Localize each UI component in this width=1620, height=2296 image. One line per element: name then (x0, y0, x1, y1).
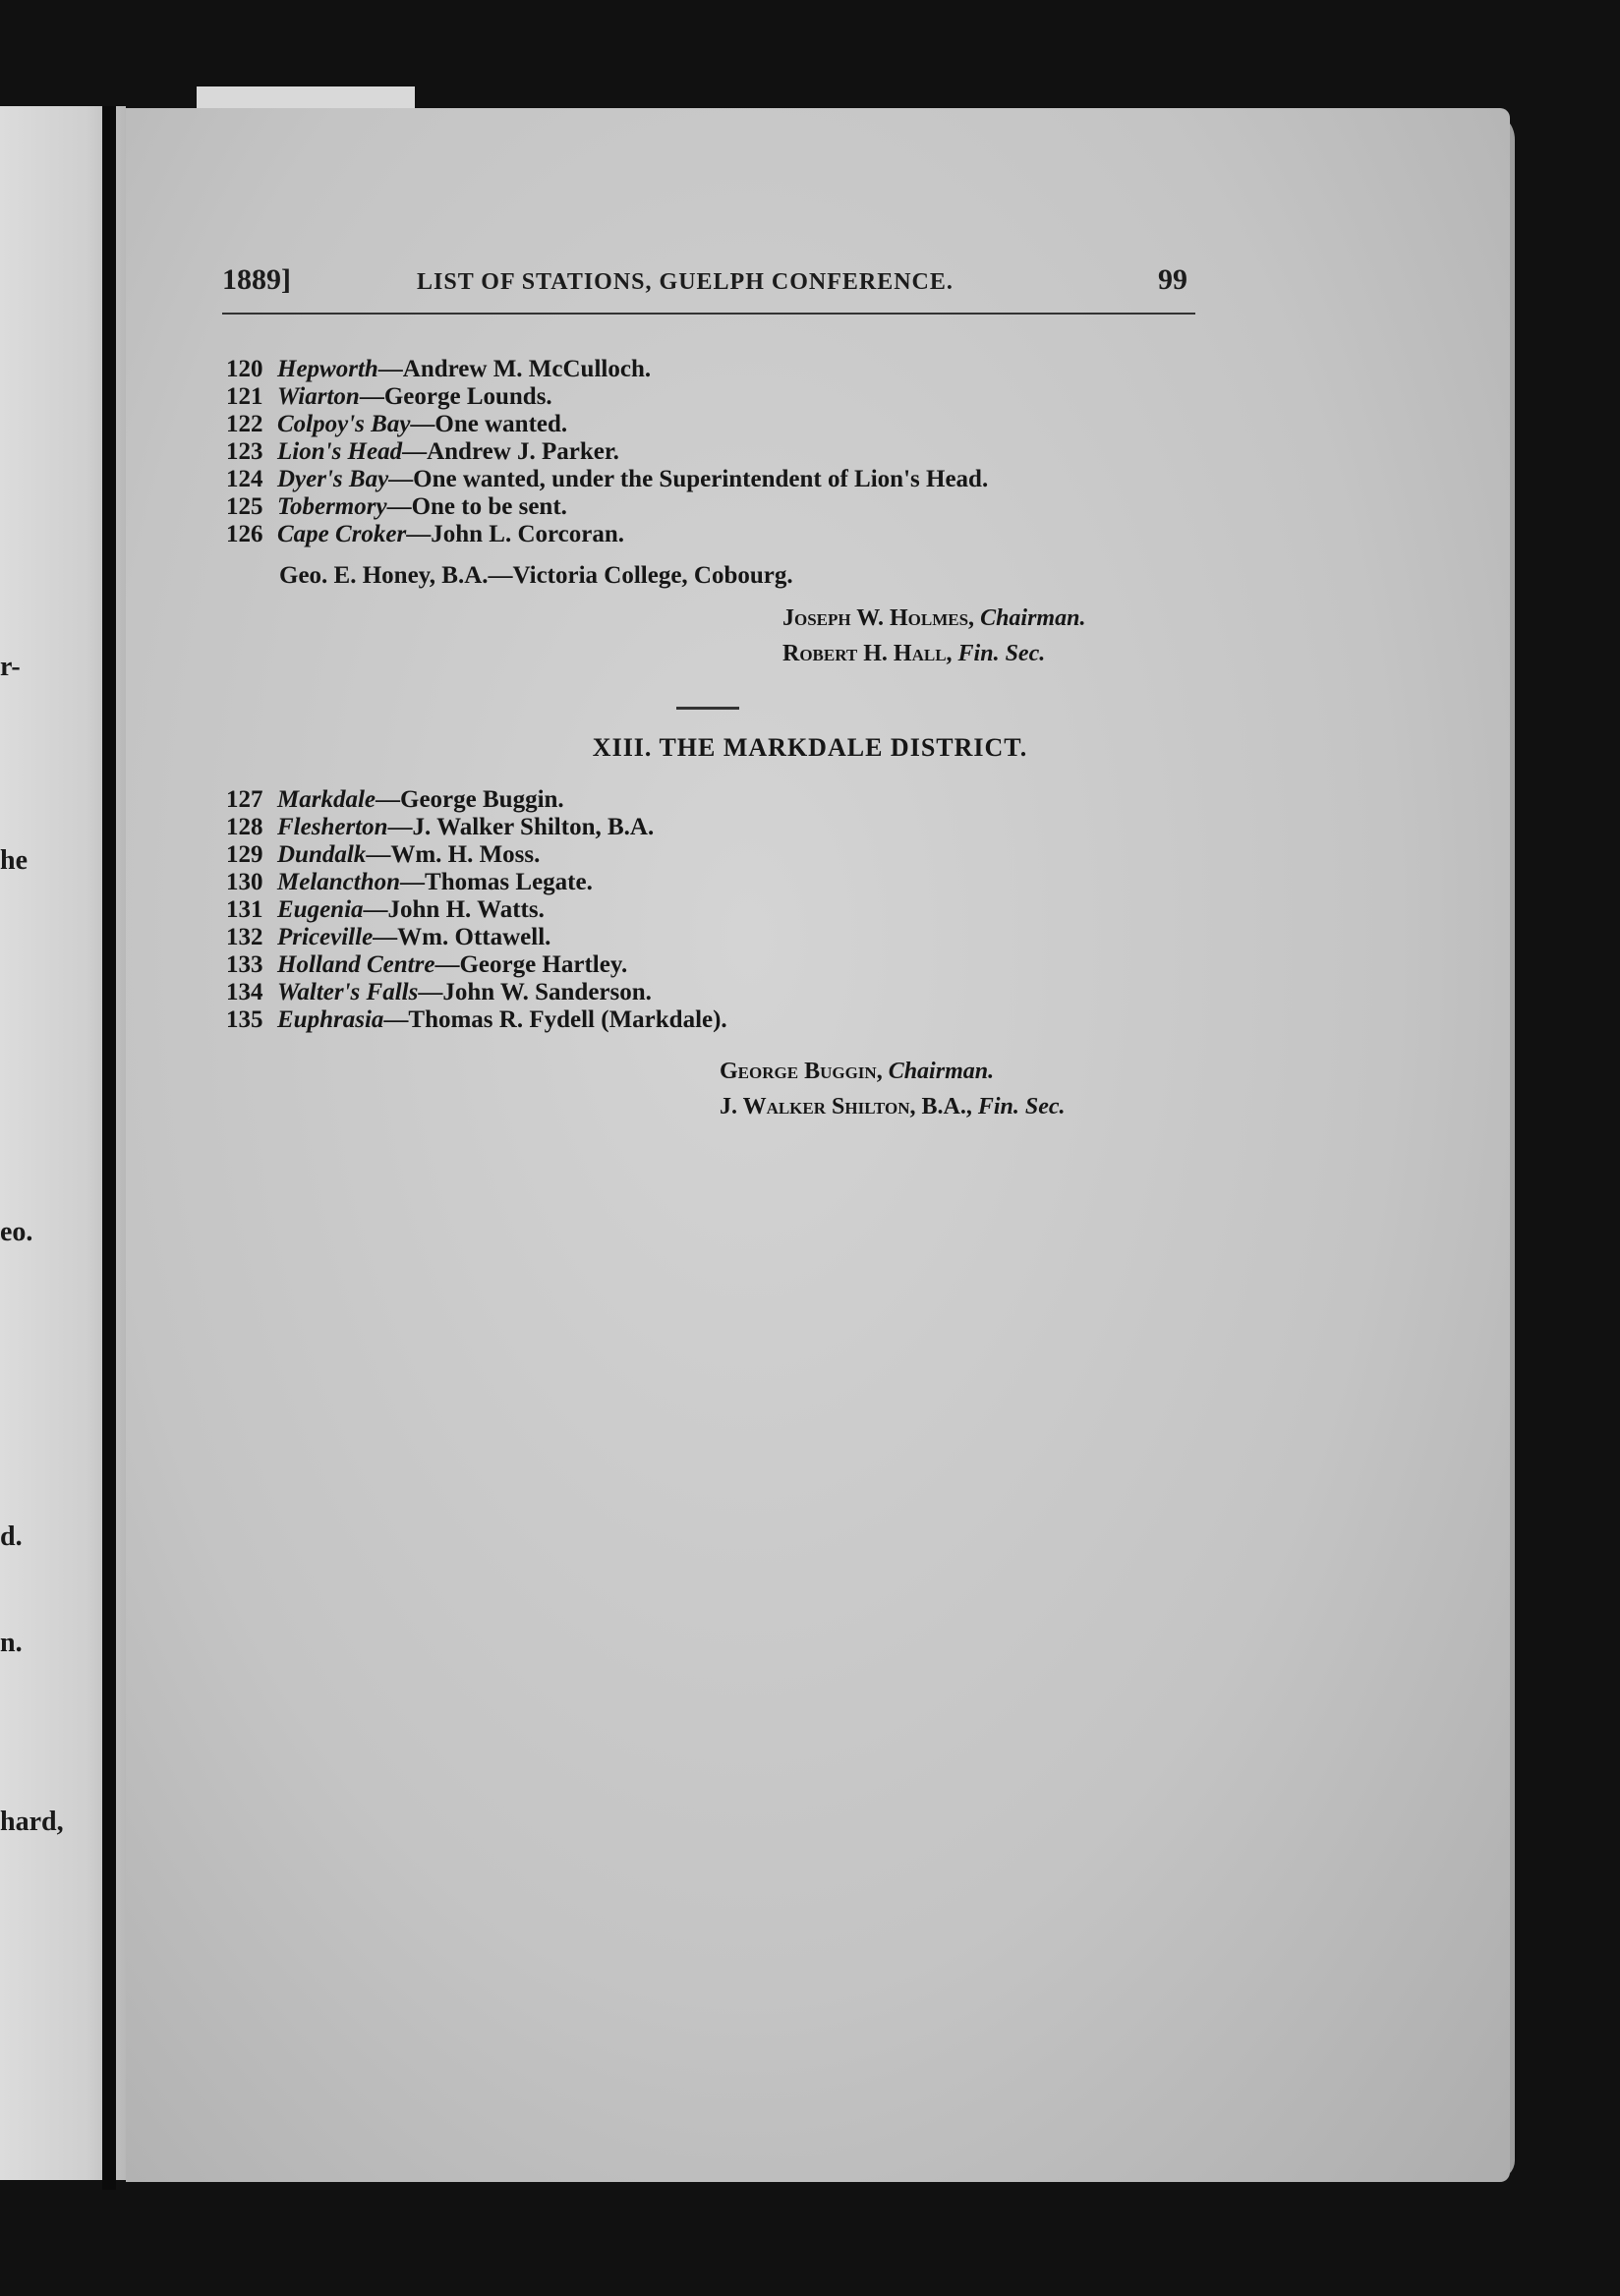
left-page-fragment: he (0, 845, 28, 876)
station-number: 130 (226, 869, 263, 895)
station-entry (226, 814, 727, 841)
secretary-title: Fin. Sec. (957, 641, 1046, 666)
header-rule (222, 313, 1195, 315)
station-entry (226, 438, 988, 466)
station-minister: —Wm. H. Moss. (366, 841, 541, 868)
station-place: Holland Centre (277, 951, 435, 978)
station-minister: —Andrew J. Parker. (402, 438, 619, 465)
chairman-name: Joseph W. Holmes, (782, 605, 975, 631)
left-page-fragment: eo. (0, 1217, 33, 1247)
station-minister: —One wanted, under the Superintendent of Lion's Head. (388, 466, 989, 492)
station-number: 126 (226, 521, 263, 547)
station-entry (226, 466, 988, 493)
station-number: 131 (226, 896, 263, 923)
station-entry (226, 786, 727, 814)
station-entry (226, 411, 988, 438)
station-minister: —Thomas Legate. (400, 869, 593, 895)
station-number: 134 (226, 979, 263, 1005)
page-header (222, 263, 1195, 309)
station-number: 121 (226, 383, 263, 410)
station-entry (226, 1006, 727, 1034)
station-place: Markdale (277, 786, 376, 813)
station-entry (226, 521, 988, 548)
left-page-fragment: hard, (0, 1807, 64, 1837)
station-place: Flesherton (277, 814, 388, 840)
header-year: 1889] (222, 263, 291, 296)
station-entry (226, 356, 988, 383)
station-place: Melancthon (277, 869, 401, 895)
station-entry (226, 869, 727, 896)
district-secretary-signature (720, 1094, 1066, 1120)
station-entry (226, 896, 727, 924)
station-list-section-1 (226, 356, 988, 548)
header-title: LIST OF STATIONS, GUELPH CONFERENCE. (417, 269, 954, 295)
district-secretary-degree: B.A., (921, 1094, 972, 1119)
district-chairman-name: George Buggin, (720, 1059, 883, 1084)
station-number: 122 (226, 411, 263, 437)
station-number: 120 (226, 356, 263, 382)
station-entry (226, 979, 727, 1006)
left-page-fragment: d. (0, 1521, 23, 1552)
station-number: 127 (226, 786, 263, 813)
station-number: 125 (226, 493, 263, 520)
station-minister: —George Hartley. (434, 951, 628, 978)
station-entry (226, 841, 727, 869)
station-number: 129 (226, 841, 263, 868)
page-number: 99 (1158, 263, 1187, 296)
district-secretary-name: J. Walker Shilton, (720, 1094, 916, 1119)
station-place: Priceville (277, 924, 374, 950)
station-minister: —One to be sent. (386, 493, 567, 520)
book-gutter (102, 106, 116, 2190)
station-minister: —J. Walker Shilton, B.A. (387, 814, 655, 840)
chairman-signature (782, 605, 1085, 632)
station-number: 128 (226, 814, 263, 840)
chairman-title: Chairman. (980, 605, 1086, 631)
station-place: Dundalk (277, 841, 367, 868)
district-chairman-title: Chairman. (888, 1059, 995, 1084)
station-place: Wiarton (277, 383, 360, 410)
station-place: Lion's Head (277, 438, 403, 465)
district-heading: XIII. THE MARKDALE DISTRICT. (592, 733, 1028, 762)
left-page-fragment: n. (0, 1628, 23, 1658)
station-place: Hepworth (277, 356, 378, 382)
station-place: Dyer's Bay (277, 466, 389, 492)
secretary-name: Robert H. Hall, (782, 641, 953, 666)
station-minister: —Wm. Ottawell. (373, 924, 551, 950)
station-place: Euphrasia (277, 1006, 384, 1033)
station-list-section-2 (226, 786, 727, 1034)
page-tab-strip (197, 86, 415, 108)
station-minister: —John W. Sanderson. (418, 979, 652, 1005)
station-minister: —One wanted. (410, 411, 568, 437)
station-place: Cape Croker (277, 521, 407, 547)
station-number: 133 (226, 951, 263, 978)
station-number: 124 (226, 466, 263, 492)
station-number: 123 (226, 438, 263, 465)
station-entry (226, 493, 988, 521)
station-number: 132 (226, 924, 263, 950)
station-place: Tobermory (277, 493, 387, 520)
station-place: Colpoy's Bay (277, 411, 411, 437)
station-minister: —Thomas R. Fydell (Markdale). (383, 1006, 727, 1033)
section-divider (676, 707, 739, 710)
station-place: Eugenia (277, 896, 364, 923)
district-chairman-signature (720, 1059, 994, 1085)
left-page-fragment: r- (0, 652, 21, 682)
station-minister: —John H. Watts. (363, 896, 545, 923)
station-entry (226, 924, 727, 951)
station-entry (226, 951, 727, 979)
station-entry (226, 383, 988, 411)
station-number: 135 (226, 1006, 263, 1033)
station-minister: —George Lounds. (359, 383, 552, 410)
station-minister: —George Buggin. (376, 786, 564, 813)
station-place: Walter's Falls (277, 979, 419, 1005)
station-minister: —Andrew M. McCulloch. (377, 356, 652, 382)
station-note: Geo. E. Honey, B.A.—Victoria College, Cobourg. (279, 562, 793, 589)
secretary-signature (782, 641, 1045, 667)
station-minister: —John L. Corcoran. (406, 521, 625, 547)
district-secretary-title: Fin. Sec. (977, 1094, 1066, 1119)
